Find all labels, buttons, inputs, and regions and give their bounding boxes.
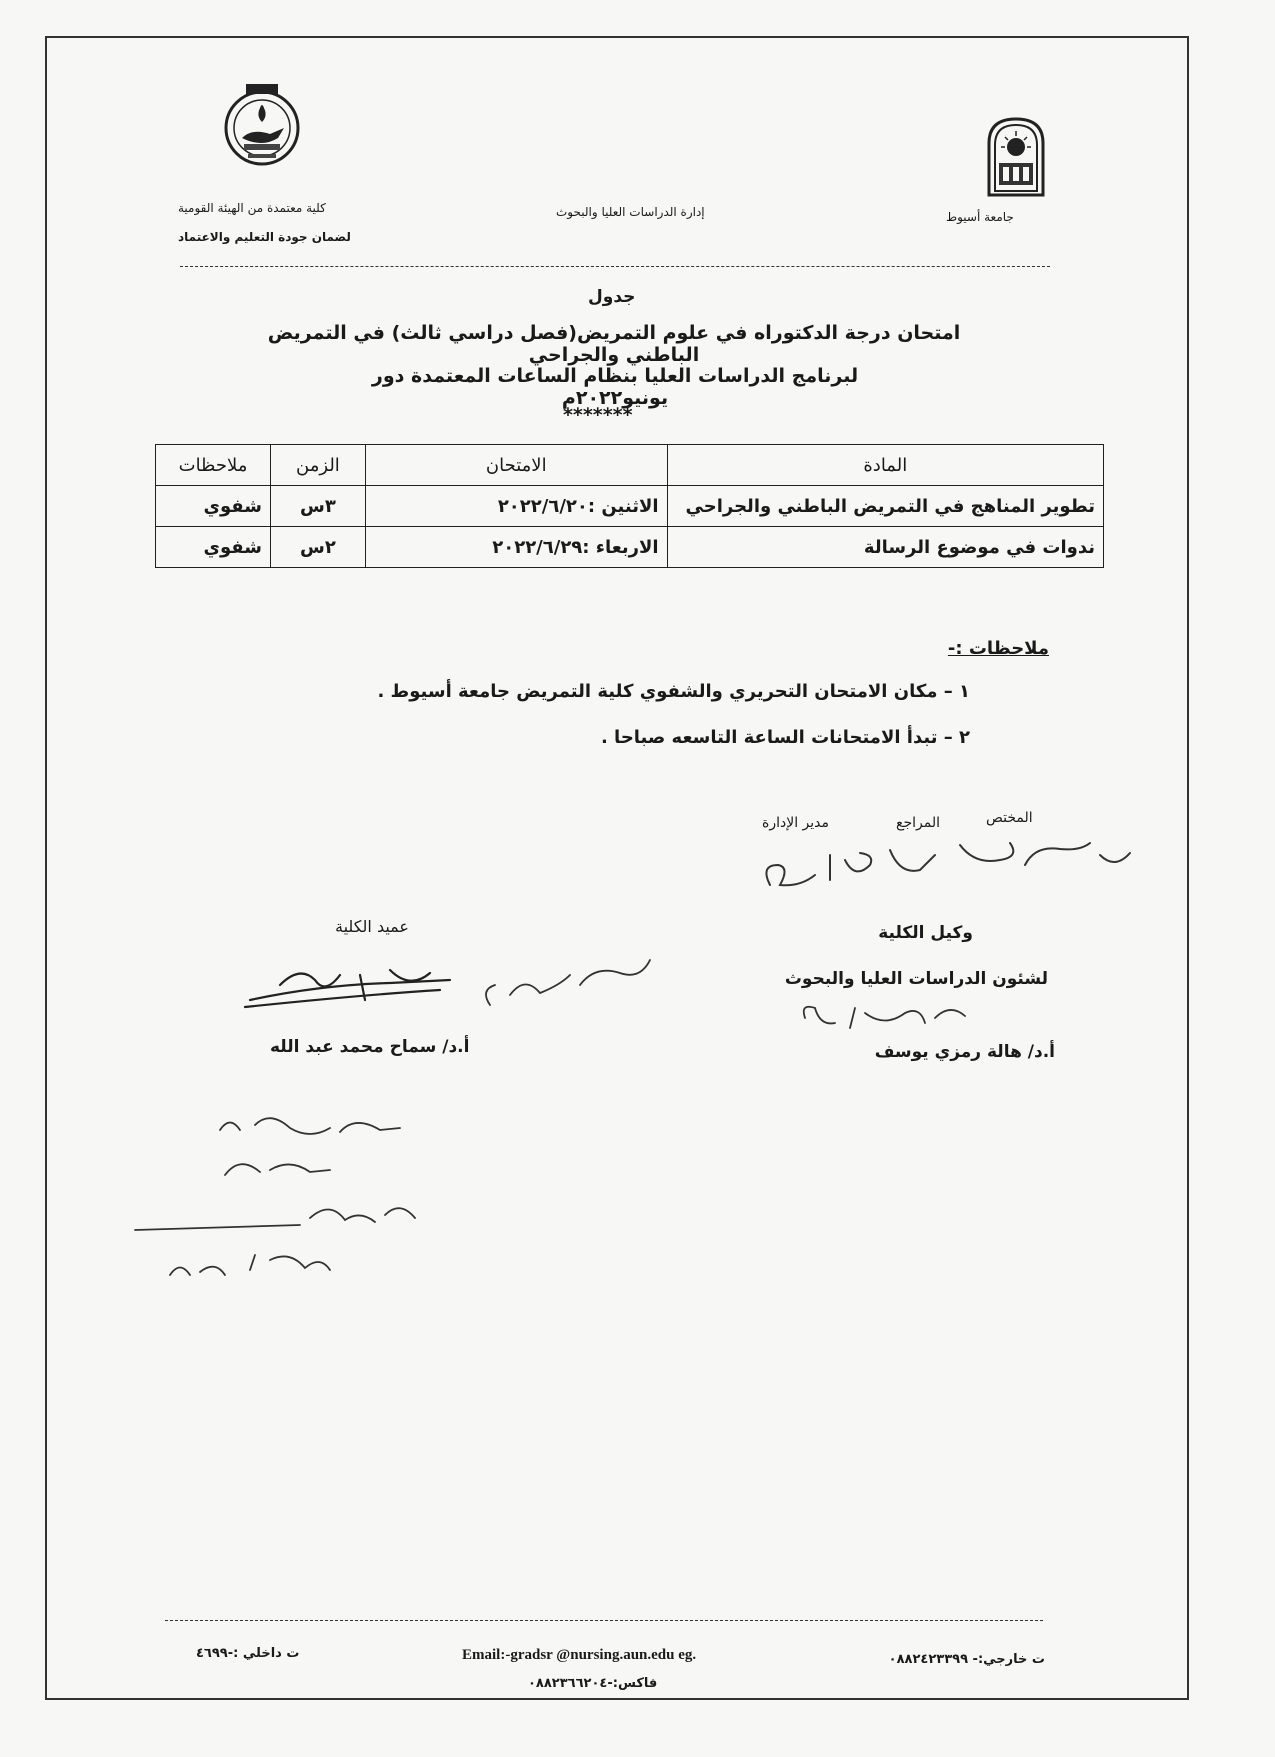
email-address: Email:-gradsr @nursing.aun.edu eg. (462, 1647, 697, 1663)
header-exam: الامتحان (365, 445, 667, 486)
university-logo (985, 115, 1047, 197)
vice-dean-title: وكيل الكلية (878, 923, 973, 943)
exam-title: امتحان درجة الدكتوراه في علوم التمريض(فصل دراسي ثالث) في التمريض الباطني والجراحي (267, 322, 961, 366)
university-name: جامعة أسيوط (946, 210, 1014, 224)
specialist-label: المختص (986, 810, 1033, 826)
dean-name: أ.د/ سماح محمد عبد الله (270, 1037, 470, 1057)
department-name: إدارة الدراسات العليا والبحوث (556, 205, 705, 219)
row2-exam: الاربعاء :٢٠٢٢/٦/٢٩ (365, 527, 667, 568)
handwritten-approval-note (130, 1110, 450, 1290)
table-header-row (156, 445, 1104, 486)
dean-title: عميد الكلية (335, 917, 409, 936)
vice-dean-name: أ.د/ هالة رمزي يوسف (874, 1042, 1055, 1062)
row2-notes: شفوي (156, 527, 271, 568)
internal-phone: ت داخلي :-٤٦٩٩ (196, 1646, 300, 1661)
external-phone: ت خارجي:- ٠٨٨٢٤٢٣٣٩٩ (888, 1652, 1045, 1667)
staff-signatures (760, 835, 1160, 895)
exam-table (155, 444, 1104, 568)
header-time: الزمن (270, 445, 365, 486)
accreditation-line-1: كلية معتمدة من الهيئة القومية (178, 201, 326, 215)
vice-dean-subtitle: لشئون الدراسات العليا والبحوث (784, 969, 1048, 989)
row2-time: ٢س (270, 527, 365, 568)
header-divider (180, 266, 1050, 267)
document-title: جدول (588, 287, 636, 307)
header-notes: ملاحظات (156, 445, 271, 486)
note-item-2: ٢ – تبدأ الامتحانات الساعة التاسعه صباحا . (600, 727, 970, 748)
header-subject: المادة (667, 445, 1103, 486)
faculty-logo (222, 78, 302, 178)
row1-time: ٣س (270, 486, 365, 527)
manager-label: مدير الإدارة (762, 815, 830, 831)
accreditation-line-2: لضمان جودة التعليم والاعتماد (178, 230, 351, 244)
fax-number: فاكس:-٠٨٨٢٣٦٦٢٠٤ (528, 1676, 658, 1691)
footer-divider (165, 1620, 1043, 1621)
table-row (156, 486, 1104, 527)
row1-subject: تطوير المناهج في التمريض الباطني والجراحي (667, 486, 1103, 527)
notes-heading: ملاحظات :- (947, 638, 1049, 659)
dean-signature (240, 955, 660, 1025)
note-item-1: ١ – مكان الامتحان التحريري والشفوي كلية التمريض جامعة أسيوط . (377, 681, 970, 702)
table-row (156, 527, 1104, 568)
row1-notes: شفوي (156, 486, 271, 527)
row1-exam: الاثنين :٢٠٢٢/٦/٢٠ (365, 486, 667, 527)
row2-subject: ندوات في موضوع الرسالة (667, 527, 1103, 568)
reviewer-label: المراجع (896, 815, 940, 831)
stars-separator: ******* (563, 404, 633, 426)
vice-dean-signature (795, 998, 975, 1038)
program-title: لبرنامج الدراسات العليا بنظام الساعات المعتمدة دور يونيو٢٠٢٢م (371, 365, 859, 409)
